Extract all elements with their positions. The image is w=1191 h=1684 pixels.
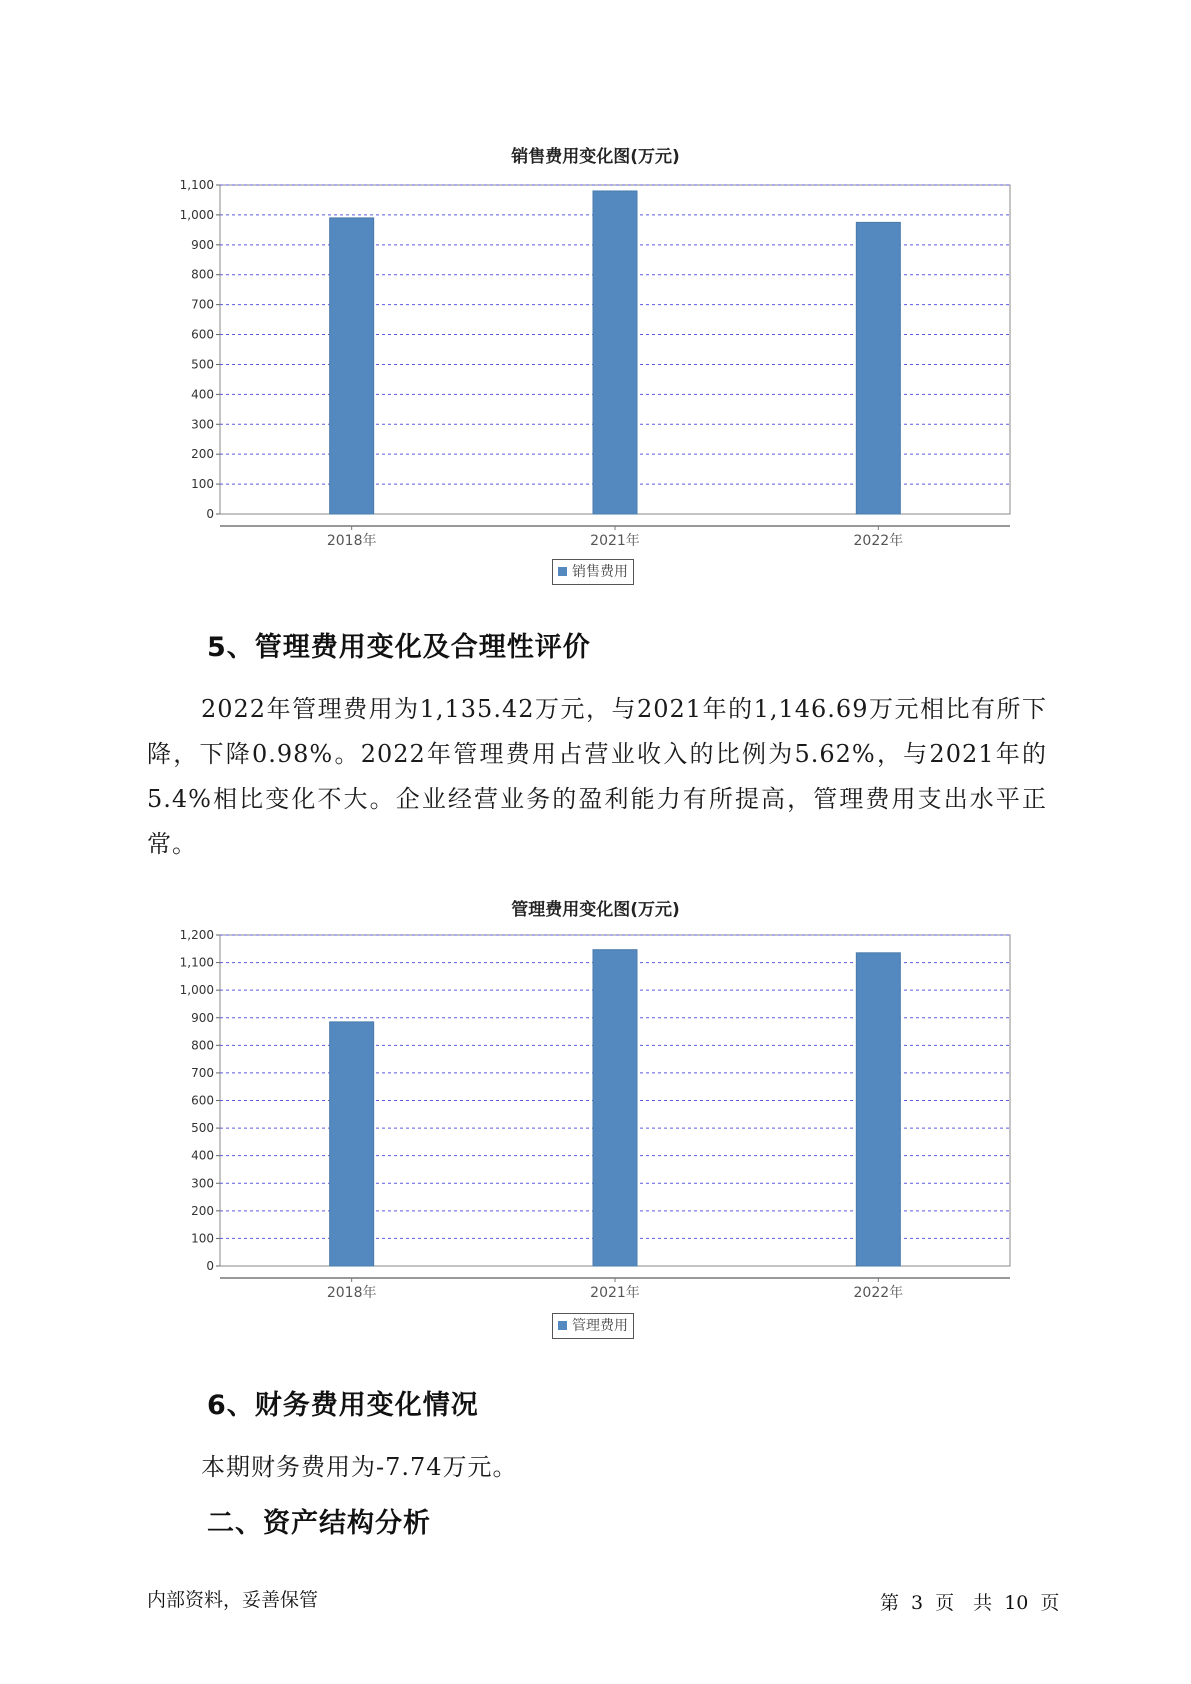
y-tick-label: 700 (191, 1065, 214, 1080)
y-tick-label: 700 (191, 297, 214, 312)
bar-2018年 (330, 1022, 374, 1266)
y-tick-label: 1,100 (179, 178, 214, 192)
legend-swatch (558, 1321, 567, 1330)
legend-label: 销售费用 (572, 564, 628, 580)
legend-label: 管理费用 (572, 1318, 628, 1334)
footer-confidential-note: 内部资料，妥善保管 (147, 1589, 319, 1611)
y-tick-label: 1,100 (179, 955, 214, 970)
chart-title-sales: 销售费用变化图(万元) (511, 147, 680, 167)
chart-legend-admin (552, 1313, 634, 1339)
x-tick-label: 2018年 (326, 1285, 377, 1301)
y-tick-label: 100 (191, 1231, 214, 1246)
y-tick-label: 900 (191, 1010, 214, 1025)
paragraph-text: 2022年管理费用为1,135.42万元，与2021年的1,146.69万元相比有所下降，下降0.98%。2022年管理费用占营业收入的比例为5.62%，与2021年的5.4%相比变化不大。企业经营业务的盈利能力有所提高，管理费用支出水平正常。 (147, 695, 1047, 858)
y-tick-label: 0 (206, 1259, 214, 1273)
y-tick-label: 800 (191, 1038, 214, 1053)
section-6-heading: 6、财务费用变化情况 (207, 1390, 479, 1421)
section-6-text: 本期财务费用为-7.74万元。 (201, 1453, 518, 1481)
section-two-heading: 二、资产结构分析 (207, 1508, 431, 1539)
y-tick-label: 900 (191, 237, 214, 252)
chart-title-admin: 管理费用变化图(万元) (511, 900, 680, 920)
y-tick-label: 200 (191, 1203, 214, 1218)
footer-page-number: 第 3 页 共 10 页 (880, 1592, 1060, 1614)
x-tick-label: 2018年 (326, 533, 377, 549)
x-tick-label: 2021年 (590, 533, 640, 549)
x-tick-label: 2022年 (853, 533, 904, 549)
y-tick-label: 1,000 (179, 983, 214, 998)
y-tick-label: 800 (191, 267, 214, 282)
bar-2021年 (593, 950, 637, 1266)
y-tick-label: 1,200 (179, 928, 214, 942)
y-tick-label: 1,000 (179, 207, 214, 222)
x-tick-label: 2021年 (590, 1285, 640, 1301)
y-tick-label: 600 (191, 327, 214, 342)
y-tick-label: 300 (191, 1176, 214, 1191)
y-tick-label: 500 (191, 357, 214, 372)
y-tick-label: 0 (206, 507, 214, 521)
y-tick-label: 400 (191, 1148, 214, 1163)
y-tick-label: 400 (191, 387, 214, 402)
y-tick-label: 100 (191, 477, 214, 492)
y-tick-label: 300 (191, 417, 214, 432)
y-tick-label: 600 (191, 1093, 214, 1108)
y-tick-label: 500 (191, 1121, 214, 1136)
bar-2022年 (856, 953, 900, 1266)
y-tick-label: 200 (191, 447, 214, 462)
x-tick-label: 2022年 (853, 1285, 904, 1301)
section-5-heading: 5、管理费用变化及合理性评价 (207, 632, 591, 663)
